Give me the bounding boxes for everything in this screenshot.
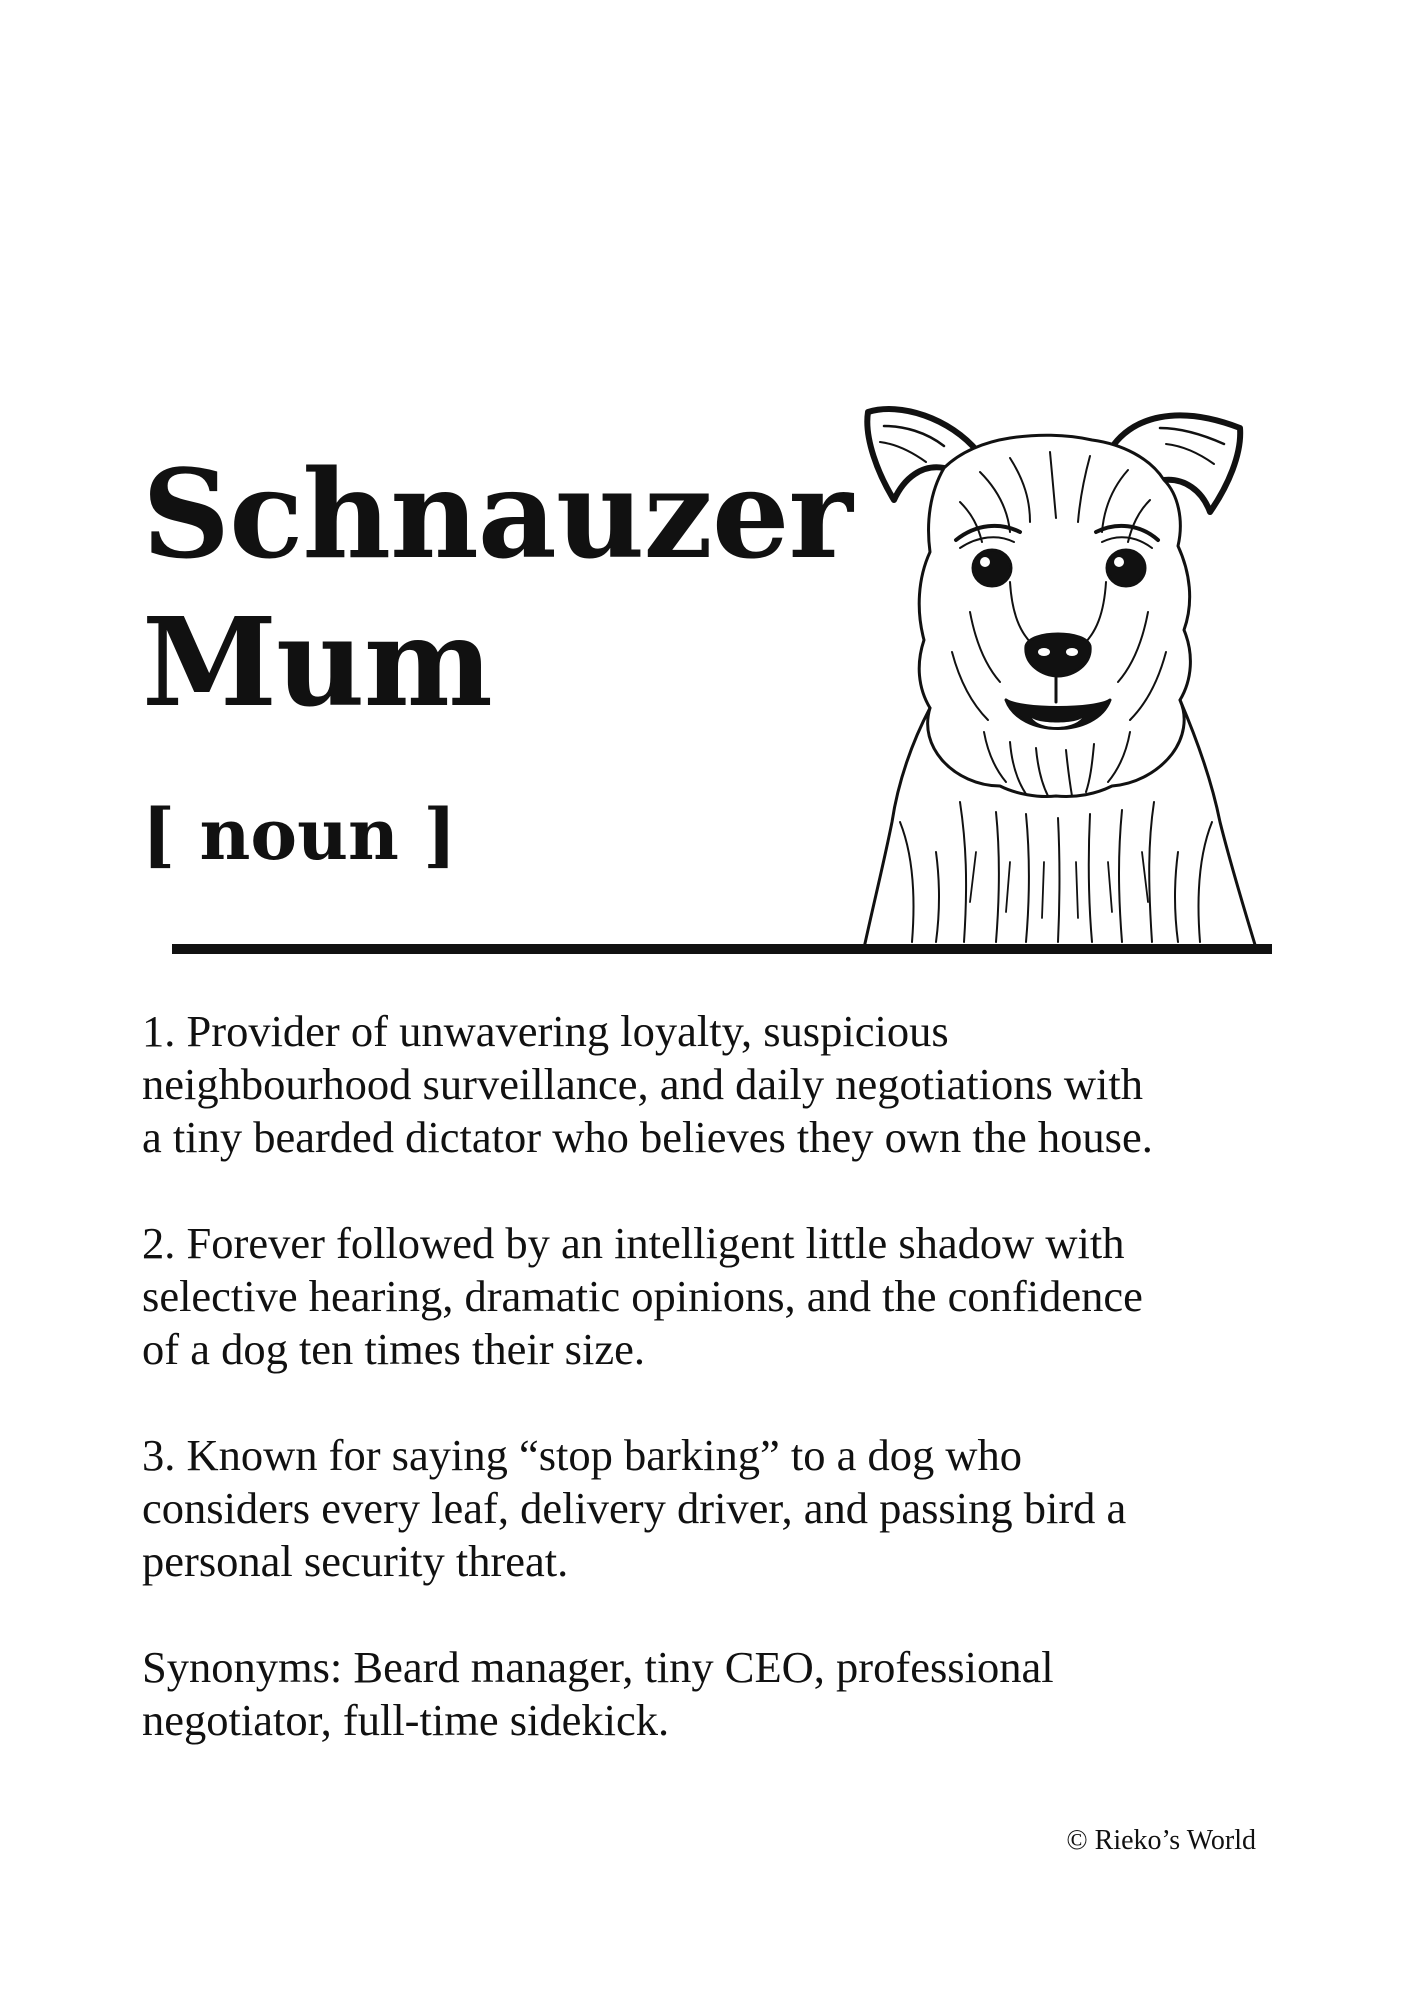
- definition-line: considers every leaf, delivery driver, and passing bird a: [142, 1483, 1127, 1533]
- synonyms-line: negotiator, full-time sidekick.: [142, 1695, 670, 1745]
- definition-line: neighbourhood surveillance, and daily negotiations with: [142, 1059, 1144, 1109]
- definition-line: selective hearing, dramatic opinions, and the confidence: [142, 1271, 1143, 1321]
- chest-outline: [864, 708, 930, 948]
- heading-divider: [172, 944, 1272, 954]
- part-of-speech: [ noun ]: [142, 793, 457, 876]
- page-title: [142, 440, 862, 736]
- head-outline: [919, 435, 1190, 796]
- definition-1: [142, 1005, 1282, 1164]
- definition-line: personal security threat.: [142, 1536, 569, 1586]
- schnauzer-dog-illustration: [860, 382, 1260, 950]
- title-line-2: Mum: [142, 590, 492, 734]
- definition-2: [142, 1217, 1282, 1376]
- definition-3: [142, 1429, 1282, 1588]
- synonyms: [142, 1641, 1282, 1747]
- definition-line: 3. Known for saying “stop barking” to a dog who: [142, 1430, 1022, 1480]
- left-eye: [973, 550, 1011, 586]
- title-line-1: Schnauzer: [142, 442, 852, 586]
- nose: [1026, 634, 1090, 676]
- definition-line: 1. Provider of unwavering loyalty, suspicious: [142, 1006, 949, 1056]
- definition-line: 2. Forever followed by an intelligent little shadow with: [142, 1218, 1125, 1268]
- definition-line: a tiny bearded dictator who believes they own the house.: [142, 1112, 1153, 1162]
- right-eye: [1107, 550, 1145, 586]
- synonyms-line: Synonyms: Beard manager, tiny CEO, professional: [142, 1642, 1054, 1692]
- definitions: [142, 1005, 1282, 1800]
- copyright-notice: © Rieko’s World: [1066, 1825, 1256, 1856]
- definition-line: of a dog ten times their size.: [142, 1324, 645, 1374]
